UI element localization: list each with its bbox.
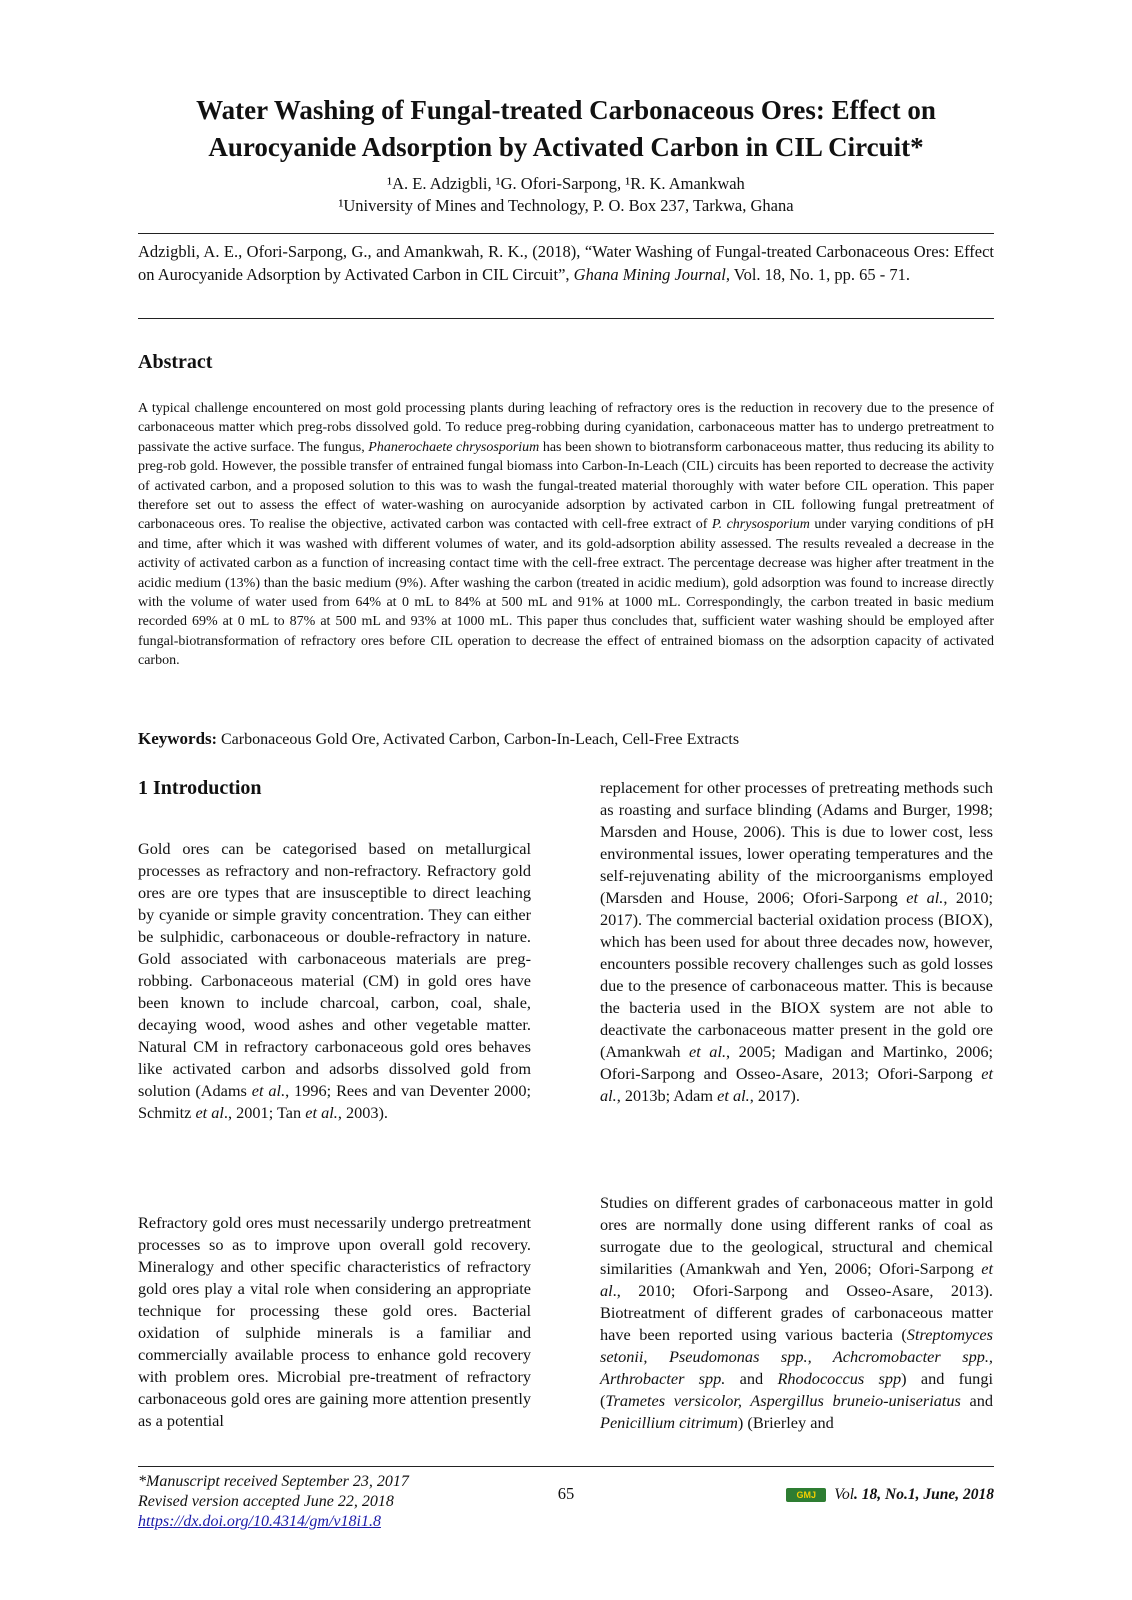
keywords: Keywords: Carbonaceous Gold Ore, Activated Carbon, Carbon-In-Leach, Cell-Free Extracts [138, 729, 740, 748]
text-run: Penicillium citrimum [600, 1413, 738, 1432]
citation-journal: Ghana Mining Journal, [573, 265, 730, 284]
abstract-part: has been shown to biotransform carbonaceous matter, thus reducing its ability to preg-rob gold. However, the possible transfer of entrained fungal biomass into Carbon-In-Leach (CIL) circuits has been reported to decrease the activity of activated carbon, and a proposed solution to this was to wash the fungal-treated material thoroughly with water before CIL operation. This paper therefore set out to assess the effect of water-washing on aurocyanide adsorption by activated carbon in CIL following fungal pretreatment of carbonaceous ores. To realise the objective, activated carbon was contacted with cell-free extract of [138, 439, 994, 533]
abstract-text [138, 399, 994, 671]
footer-manuscript-info [138, 1472, 409, 1532]
text-run: et al. [717, 1086, 750, 1105]
text-run: and [725, 1369, 778, 1388]
gmj-logo-icon: GMJ [786, 1488, 826, 1502]
section-heading-introduction: 1 Introduction [138, 777, 262, 799]
text-run: , 2017). [749, 1086, 800, 1105]
text-run: et al. [600, 1064, 993, 1105]
text-run: ) and fungi ( [600, 1369, 993, 1410]
text-run: ., 2001; Tan [223, 1103, 306, 1122]
text-run: ., 2010; Ofori-Sarpong and Osseo-Asare, 2013). Biotreatment of different grades of carbonaceous matter have been reported using various bacteria ( [600, 1281, 993, 1344]
keywords-label: Keywords [138, 729, 212, 748]
citation-bottom-rule [138, 318, 994, 319]
text-run: et al. [689, 1042, 727, 1061]
species-name: Phanerochaete chrysosporium [368, 439, 540, 455]
revised-date: Revised version accepted June 22, 2018 [138, 1493, 394, 1510]
text-run: Refractory gold ores must necessarily undergo pretreatment processes so as to improve upon overall gold recovery. Mineralogy and other specific characteristics of refractory gold ores play a vital role when considering an appropriate technique for processing these gold ores. Bacterial oxidation of sulphide minerals is a familiar and commercially available process to enhance gold recovery with problem ores. Microbial pre-treatment of refractory carbonaceous gold ores are gaining more attention presently as a potential [138, 1213, 531, 1430]
volume-info [834, 1486, 994, 1504]
text-run: , 2013b; Adam [616, 1086, 718, 1105]
text-run: , 2003). [337, 1103, 389, 1122]
citation-text: Adzigbli, A. E., Ofori-Sarpong, G., and Amankwah, R. K., (2018), “Water Washing of Fungal-treated Carbonaceous Ores: Effect on Aurocyanide Adsorption by Activated Carbon in CIL Circuit”, [138, 242, 994, 284]
volume-text: . 18, No.1, June, 2018 [854, 1486, 994, 1503]
text-run: et al. [305, 1103, 338, 1122]
abstract-part: under varying conditions of pH and time, after which it was washed with different volumes of water, and its gold-adsorption ability assessed. The results revealed a decrease in the activity of activated carbon as a function of increasing contact time with the cell-free extract. The percentage decrease was higher after treatment in the acidic medium (13%) than the basic medium (9%). After washing the carbon (treated in acidic medium), gold adsorption was found to increase directly with the volume of water used from 64% at 0 mL to 84% at 500 mL and 91% at 1000 mL. Correspondingly, the carbon treated in basic medium recorded 69% at 0 mL to 87% at 500 mL and 93% at 1000 mL. This paper thus concludes that, sufficient water washing should be employed after fungal-biotransformation of refractory ores before CIL operation to decrease the effect of entrained biomass on the adsorption capacity of activated carbon. [138, 517, 995, 669]
text-run: and [960, 1391, 994, 1410]
page-number: 65 [557, 1484, 575, 1503]
text-run: Trametes versicolor, Aspergillus bruneio-uniseriatus [605, 1391, 961, 1410]
abstract-heading: Abstract [138, 351, 213, 373]
citation-block [138, 240, 994, 286]
intro-paragraph-2 [138, 1212, 531, 1432]
affiliation: ¹University of Mines and Technology, P. O. Box 237, Tarkwa, Ghana [338, 196, 794, 215]
intro-paragraph-3 [600, 777, 993, 1107]
volume-prefix: Vol [834, 1486, 855, 1503]
text-run: replacement for other processes of pretreating methods such as roasting and surface blinding (Adams and Burger, 1998; Marsden and House, 2006). This is due to lower cost, less environmental issues, lower operating temperatures and the self-rejuvenating ability of the microorganisms employed (Marsden and House, 2006; Ofori-Sarpong [600, 778, 993, 907]
citation-top-rule [138, 233, 994, 234]
intro-paragraph-1 [138, 838, 531, 1124]
text-run: Rhodococcus spp [777, 1369, 902, 1388]
text-run: , 1996; Rees and van Deventer 2000; Schmitz [138, 1081, 532, 1122]
keywords-values: Carbonaceous Gold Ore, Activated Carbon, Carbon-In-Leach, Cell-Free Extracts [217, 731, 740, 748]
text-run: , 2010; 2017). The commercial bacterial oxidation process (BIOX), which has been used for about three decades now, however, encounters possible recovery challenges such as gold losses due to the presence of carbonaceous matter. This is because the bacteria used in the BIOX system are not able to deactivate the carbonaceous matter present in the gold ore (Amankwah [600, 888, 994, 1061]
footer-journal-info [786, 1486, 994, 1504]
species-name: P. chrysosporium [711, 517, 810, 533]
author-list: ¹A. E. Adzigbli, ¹G. Ofori-Sarpong, ¹R. K. Amankwah [387, 174, 745, 193]
abstract-part: A typical challenge encountered on most gold processing plants during leaching of refractory ores is the reduction in recovery due to the presence of carbonaceous matter which preg-robs dissolved gold. To reduce preg-robbing during cyanidation, carbonaceous matter has to undergo pretreatment to passivate the active surface. The fungus, [138, 401, 994, 455]
text-run: et al. [906, 888, 944, 907]
text-run: Gold ores can be categorised based on metallurgical processes as refractory and non-refractory. Refractory gold ores are ore types that are insusceptible to direct leaching by cyanide or simple gravity concentration. They can either be sulphidic, carbonaceous or double-refractory in nature. Gold associated with carbonaceous materials are preg-robbing. Carbonaceous material (CM) in gold ores have been known to include charcoal, carbon, coal, shale, decaying wood, wood ashes and other vegetable matter. Natural CM in refractory carbonaceous gold ores behaves like activated carbon and adsorbs dissolved gold from solution (Adams [138, 839, 531, 1100]
footer-rule [138, 1466, 994, 1467]
text-run: Studies on different grades of carbonaceous matter in gold ores are normally done using different ranks of coal as surrogate due to the geological, structural and chemical similarities (Amankwah and Yen, 2006; Ofori-Sarpong [600, 1193, 993, 1278]
text-run: et al [600, 1259, 993, 1300]
intro-paragraph-4 [600, 1192, 993, 1434]
text-run: , 2005; Madigan and Martinko, 2006; Ofori-Sarpong and Osseo-Asare, 2013; Ofori-Sarpong [600, 1042, 994, 1083]
citation-volume: Vol. 18, No. 1, pp. 65 - 71. [729, 265, 910, 284]
doi-link[interactable]: https://dx.doi.org/10.4314/gm/v18i1.8 [138, 1513, 381, 1530]
text-run: et al. [251, 1081, 286, 1100]
received-date: *Manuscript received September 23, 2017 [138, 1473, 409, 1490]
paper-title: Water Washing of Fungal-treated Carbonaceous Ores: Effect on Aurocyanide Adsorption by Activated Carbon in CIL Circuit* [196, 95, 936, 162]
text-run: ) (Brierley and [737, 1413, 834, 1432]
text-run: et al [195, 1103, 224, 1122]
text-run: Streptomyces setonii, Pseudomonas spp., Achcromobacter spp., Arthrobacter spp. [600, 1325, 993, 1388]
